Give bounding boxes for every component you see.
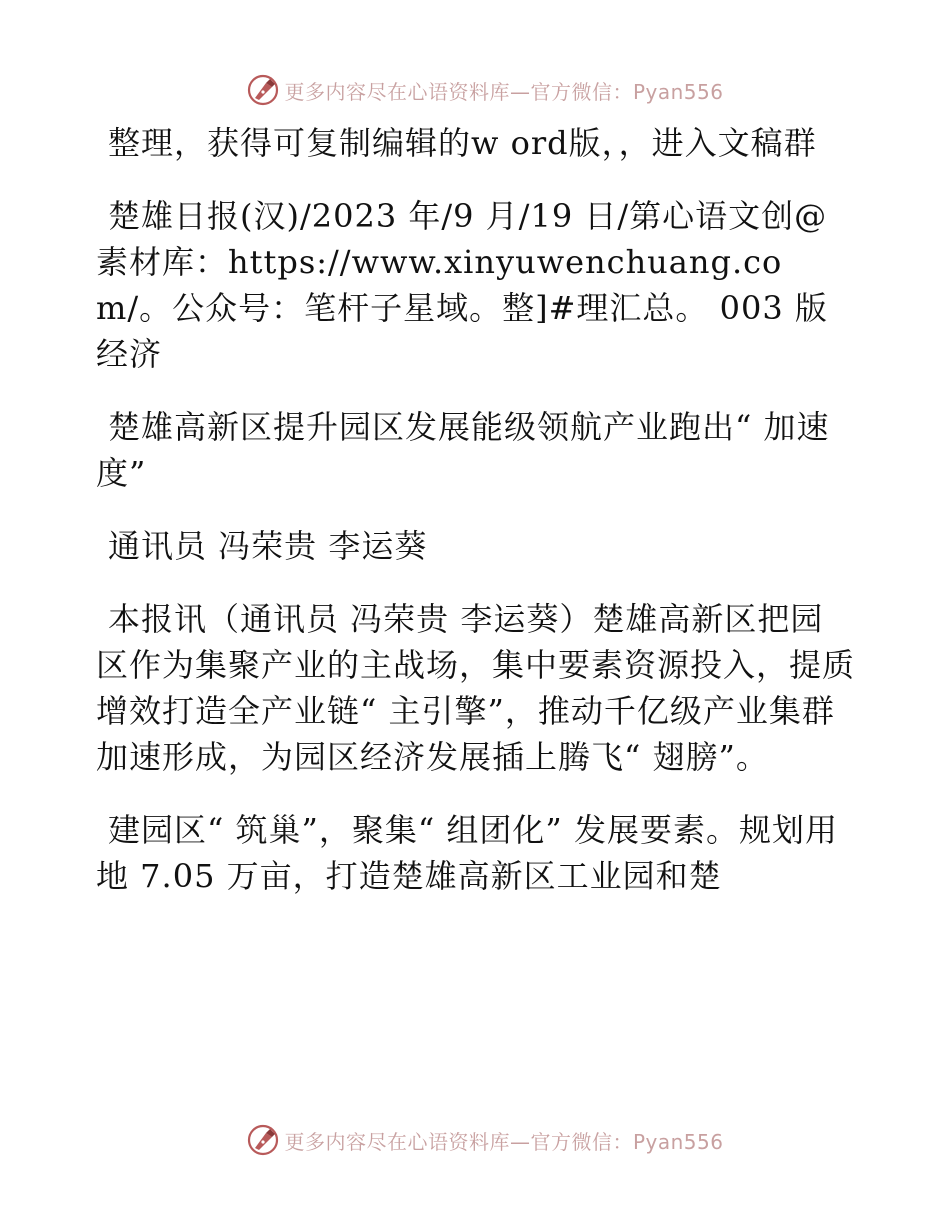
header-watermark <box>0 70 950 110</box>
article-byline: 通讯员 冯荣贵 李运葵 <box>108 527 428 565</box>
pen-nib-icon <box>246 1123 280 1157</box>
document-body <box>96 120 856 926</box>
watermark-group <box>246 1123 723 1157</box>
watermark-text: 更多内容尽在心语资料库—官方微信：Pyan556 <box>284 1129 724 1154</box>
paragraph-lead: 本报讯（通讯员 冯荣贵 李运葵）楚雄高新区把园区作为集聚产业的主战场，集中要素资源投入，提质增效打造全产业链“ 主引擎”，推动千亿级产业集群加速形成，为园区经济发展插上腾飞“ 翅膀”。 <box>96 600 856 776</box>
pen-nib-icon <box>246 73 280 107</box>
article-headline: 楚雄高新区提升园区发展能级领航产业跑出“ 加速度” <box>96 408 830 492</box>
footer-watermark <box>0 1120 950 1160</box>
watermark-text: 更多内容尽在心语资料库—官方微信：Pyan556 <box>284 79 724 104</box>
paragraph-body: 建园区“ 筑巢”，聚集“ 组团化” 发展要素。规划用地 7.05 万亩，打造楚雄高新区工业园和楚 <box>96 811 838 895</box>
watermark-group <box>246 73 723 107</box>
paragraph-intro: 整理，获得可复制编辑的w ord版，，进入文稿群 <box>108 124 817 162</box>
paragraph-source: 楚雄日报(汉)/2023 年/9 月/19 日/第心语文创@素材库：https://www.xinyuwenchuang.com/。公众号：笔杆子星域。整]#理汇总。 003 版经济 <box>96 197 828 373</box>
